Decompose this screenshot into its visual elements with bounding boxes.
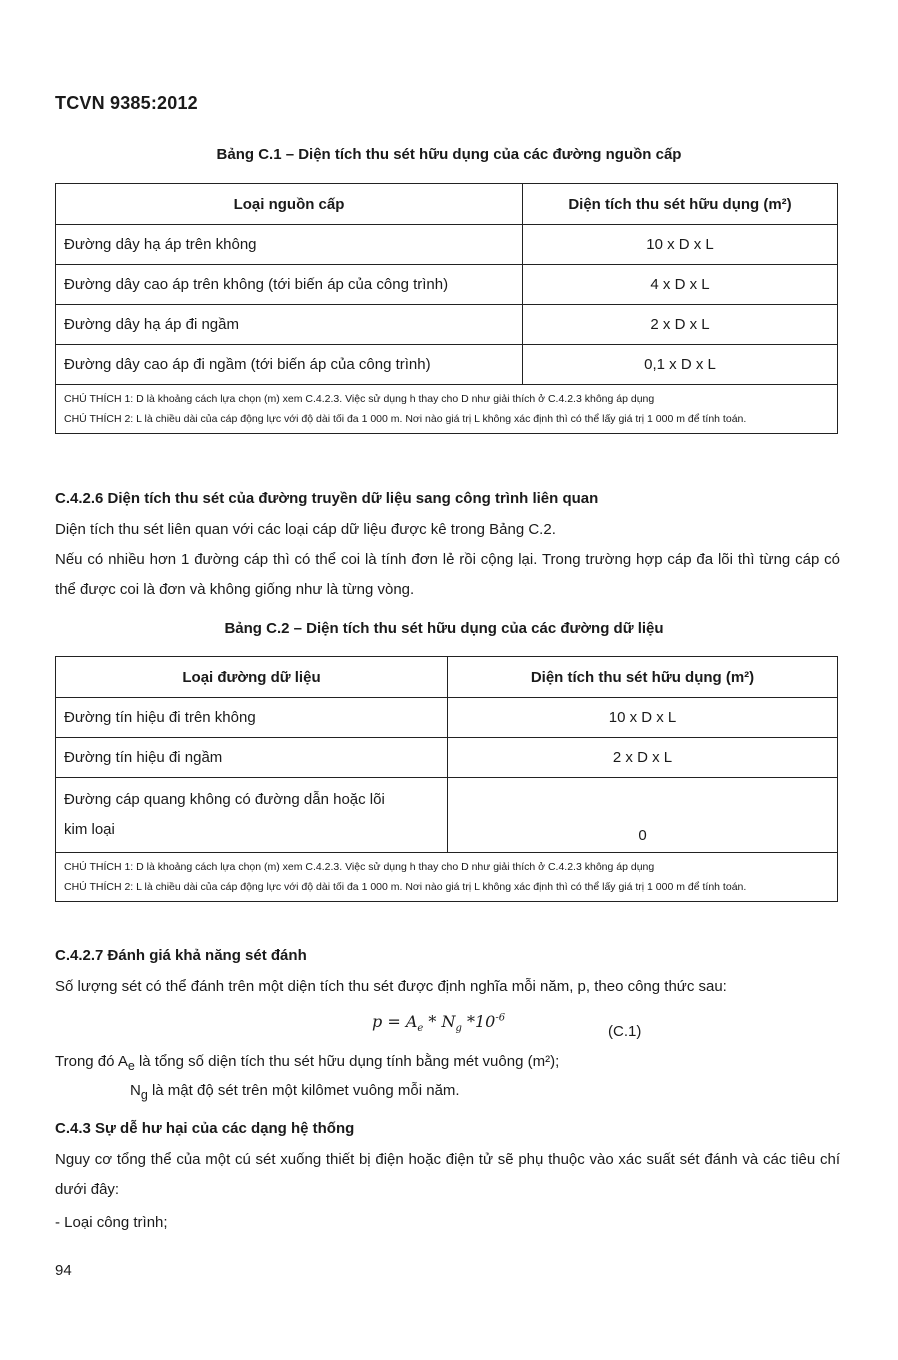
table2-notes bbox=[56, 853, 838, 902]
formula-lhs: p = A bbox=[372, 1012, 418, 1031]
table2-type-cell: Đường tín hiệu đi trên không bbox=[56, 698, 448, 738]
where-line-ng bbox=[130, 1082, 460, 1102]
ng-prefix: N bbox=[130, 1082, 141, 1099]
table2-type-cell: Đường tín hiệu đi ngầm bbox=[56, 738, 448, 778]
table2-type-line1: Đường cáp quang không có đường dẫn hoặc lõi bbox=[64, 791, 385, 808]
formula-c1 bbox=[372, 1012, 505, 1034]
table1-area-cell: 0,1 x D x L bbox=[523, 345, 838, 385]
ng-sub: g bbox=[140, 1088, 148, 1102]
table-row bbox=[56, 345, 838, 385]
table1-type-cell: Đường dây hạ áp đi ngầm bbox=[56, 305, 523, 345]
table1-col2-header: Diện tích thu sét hữu dụng (m²) bbox=[523, 184, 838, 225]
where-rest: là tổng số diện tích thu sét hữu dụng tính bằng mét vuông (m²); bbox=[134, 1053, 560, 1070]
section-c427-para1: Số lượng sét có thể đánh trên một diện tích thu sét được định nghĩa mỗi năm, p, theo công thức sau: bbox=[55, 978, 727, 995]
formula-exponent: -6 bbox=[495, 1012, 506, 1024]
table1-col1-header: Loại nguồn cấp bbox=[56, 184, 523, 225]
table1-area-cell: 4 x D x L bbox=[523, 265, 838, 305]
table1-header-row bbox=[56, 184, 838, 225]
table2-caption: Bảng C.2 – Diện tích thu sét hữu dụng của các đường dữ liệu bbox=[224, 620, 664, 637]
table2-area-cell: 0 bbox=[448, 778, 838, 853]
section-c43-heading: C.4.3 Sự dễ hư hại của các dạng hệ thống bbox=[55, 1120, 355, 1137]
section-c426-para2: Nếu có nhiều hơn 1 đường cáp thì có thể coi là tính đơn lẻ rồi cộng lại. Trong trường hợp cáp đa lõi thì từng cáp có thể được coi là đơn và không giống như là từng vòng. bbox=[55, 551, 840, 598]
table2-type-line2: kim loại bbox=[64, 821, 115, 838]
table1-type-cell: Đường dây cao áp trên không (tới biến áp của công trình) bbox=[56, 265, 523, 305]
table1-notes-row bbox=[56, 385, 838, 434]
table-row bbox=[56, 738, 838, 778]
table-row bbox=[56, 265, 838, 305]
page-number: 94 bbox=[55, 1262, 72, 1279]
table1-note-1: CHÚ THÍCH 1: D là khoảng cách lựa chọn (m) xem C.4.2.3. Việc sử dụng h thay cho D như giải thích ở C.4.2.3 không áp dụng bbox=[64, 393, 655, 405]
where-line-ae bbox=[55, 1047, 840, 1081]
formula-number: (C.1) bbox=[608, 1023, 642, 1040]
table-row bbox=[56, 778, 838, 853]
section-c427-heading: C.4.2.7 Đánh giá khả năng sét đánh bbox=[55, 947, 307, 964]
formula-tail: *10 bbox=[461, 1012, 496, 1031]
where-sub: e bbox=[127, 1059, 135, 1073]
table2-area-cell: 2 x D x L bbox=[448, 738, 838, 778]
formula-sub-g: g bbox=[455, 1023, 462, 1035]
where-prefix: Trong đó A bbox=[55, 1053, 128, 1070]
bullet-item: - Loại công trình; bbox=[55, 1214, 168, 1231]
table2-col2-header: Diện tích thu sét hữu dụng (m²) bbox=[448, 657, 838, 698]
table2-notes-row bbox=[56, 853, 838, 902]
section-c43-para1: Nguy cơ tổng thể của một cú sét xuống thiết bị điện hoặc điện tử sẽ phụ thuộc vào xác suất sét đánh và các tiêu chí dưới đây: bbox=[55, 1151, 840, 1198]
table1-note-2: CHÚ THÍCH 2: L là chiều dài của cáp động lực với độ dài tối đa 1 000 m. Nơi nào giá trị L không xác định thì có thể lấy giá trị 1 000 m để tính toán. bbox=[64, 413, 747, 425]
table2-type-cell bbox=[56, 778, 448, 853]
table2 bbox=[55, 656, 838, 902]
ng-rest: là mật độ sét trên một kilômet vuông mỗi năm. bbox=[147, 1082, 460, 1099]
section-c426-heading: C.4.2.6 Diện tích thu sét của đường truyền dữ liệu sang công trình liên quan bbox=[55, 490, 599, 507]
table1-area-cell: 10 x D x L bbox=[523, 225, 838, 265]
table1-type-cell: Đường dây hạ áp trên không bbox=[56, 225, 523, 265]
table1-notes bbox=[56, 385, 838, 434]
table-row bbox=[56, 698, 838, 738]
table2-col1-header: Loại đường dữ liệu bbox=[56, 657, 448, 698]
section-c426-para1: Diện tích thu sét liên quan với các loại cáp dữ liệu được kê trong Bảng C.2. bbox=[55, 521, 556, 538]
table1-type-cell: Đường dây cao áp đi ngầm (tới biến áp của công trình) bbox=[56, 345, 523, 385]
table-row bbox=[56, 305, 838, 345]
table1-area-cell: 2 x D x L bbox=[523, 305, 838, 345]
table2-note-2: CHÚ THÍCH 2: L là chiều dài của cáp động lực với độ dài tối đa 1 000 m. Nơi nào giá trị L không xác định thì có thể lấy giá trị 1 000 m để tính toán. bbox=[64, 881, 747, 893]
standard-code: TCVN 9385:2012 bbox=[55, 93, 198, 113]
table2-note-1: CHÚ THÍCH 1: D là khoảng cách lựa chọn (m) xem C.4.2.3. Việc sử dụng h thay cho D như giải thích ở C.4.2.3 không áp dụng bbox=[64, 861, 655, 873]
table2-header-row bbox=[56, 657, 838, 698]
table2-area-cell: 10 x D x L bbox=[448, 698, 838, 738]
formula-sub-e: e bbox=[417, 1023, 424, 1035]
table-row bbox=[56, 225, 838, 265]
table1 bbox=[55, 183, 838, 434]
table1-caption: Bảng C.1 – Diện tích thu sét hữu dụng của các đường nguồn cấp bbox=[216, 146, 682, 163]
formula-mid: * N bbox=[423, 1012, 456, 1031]
